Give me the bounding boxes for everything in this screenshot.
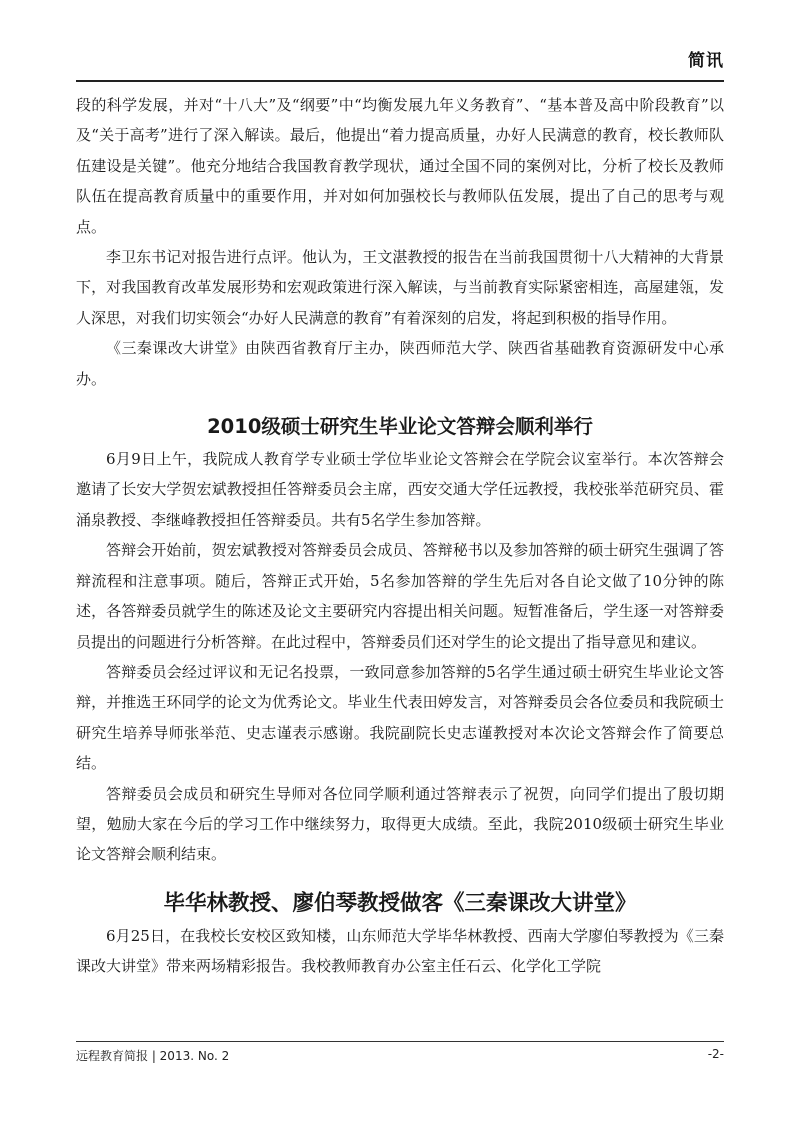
article3-paragraph-1: 6月25日，在我校长安校区致知楼，山东师范大学毕华林教授、西南大学廖伯琴教授为《三秦课改大讲堂》带来两场精彩报告。我校教师教育办公室主任石云、化学化工学院 xyxy=(76,926,724,976)
article2-paragraph-1: 6月9日上午，我院成人教育学专业硕士学位毕业论文答辩会在学院会议室举行。本次答辩会邀请了长安大学贺宏斌教授担任答辩委员会主席，西安交通大学任远教授，我校张举范研究员、霍涌泉教授、李继峰教授担任答辩委员。共有5名学生参加答辩。 xyxy=(76,450,724,529)
footer-publication: 远程教育简报 | 2013. No. 2 xyxy=(76,1049,230,1063)
article3-title: 毕华林教授、廖伯琴教授做客《三秦课改大讲堂》 xyxy=(163,890,637,916)
page-content xyxy=(76,90,724,1036)
article1-paragraph-3: 《三秦课改大讲堂》由陕西省教育厅主办，陕西师范大学、陕西省基础教育资源研发中心承办。 xyxy=(76,339,724,388)
article2-paragraph-3: 答辩委员会经过评议和无记名投票，一致同意参加答辩的5名学生通过硕士研究生毕业论文答辩，并推选王环同学的论文为优秀论文。毕业生代表田婷发言，对答辩委员会各位委员和我院硕士研究生培养导师张举范、史志谨表示感谢。我院副院长史志谨教授对本次论文答辩会作了简要总结。 xyxy=(76,662,724,773)
article1-paragraph-2: 李卫东书记对报告进行点评。他认为，王文湛教授的报告在当前我国贯彻十八大精神的大背景下，对我国教育改革发展形势和宏观政策进行深入解读，与当前教育实际紧密相连，高屋建瓴，发人深思，对我们切实领会“办好人民满意的教育”有着深刻的启发，将起到积极的指导作用。 xyxy=(76,248,724,327)
article2-title: 2010级硕士研究生毕业论文答辩会顺利举行 xyxy=(207,415,593,439)
section-tag: 简讯 xyxy=(688,51,724,71)
article2-paragraph-4: 答辩委员会成员和研究生导师对各位同学顺利通过答辩表示了祝贺，向同学们提出了殷切期望，勉励大家在今后的学习工作中继续努力，取得更大成绩。至此，我院2010级硕士研究生毕业论文答辩会顺利结束。 xyxy=(76,784,724,864)
article2-paragraph-2: 答辩会开始前，贺宏斌教授对答辩委员会成员、答辩秘书以及参加答辩的硕士研究生强调了答辩流程和注意事项。随后，答辩正式开始，5名参加答辩的学生先后对各自论文做了10分钟的陈述，各答辩委员就学生的陈述及论文主要研究内容提出相关问题。短暂准备后，学生逐一对答辩委员提出的问题进行分析答辩。在此过程中，答辩委员们还对学生的论文提出了指导意见和建议。 xyxy=(76,541,724,651)
header-divider xyxy=(76,80,724,82)
article1-paragraph-1: 段的科学发展，并对“十八大”及“纲要”中“均衡发展九年义务教育”、“基本普及高中阶段教育”以及“关于高考”进行了深入解读。最后，他提出“着力提高质量，办好人民满意的教育，校长教师队伍建设是关键”。他充分地结合我国教育教学现状，通过全国不同的案例对比，分析了校长及教师队伍在提高教育质量中的重要作用，并对如何加强校长与教师队伍发展，提出了自己的思考与观点。 xyxy=(76,96,724,236)
page-number: -2- xyxy=(707,1047,724,1061)
footer-divider xyxy=(76,1041,724,1042)
